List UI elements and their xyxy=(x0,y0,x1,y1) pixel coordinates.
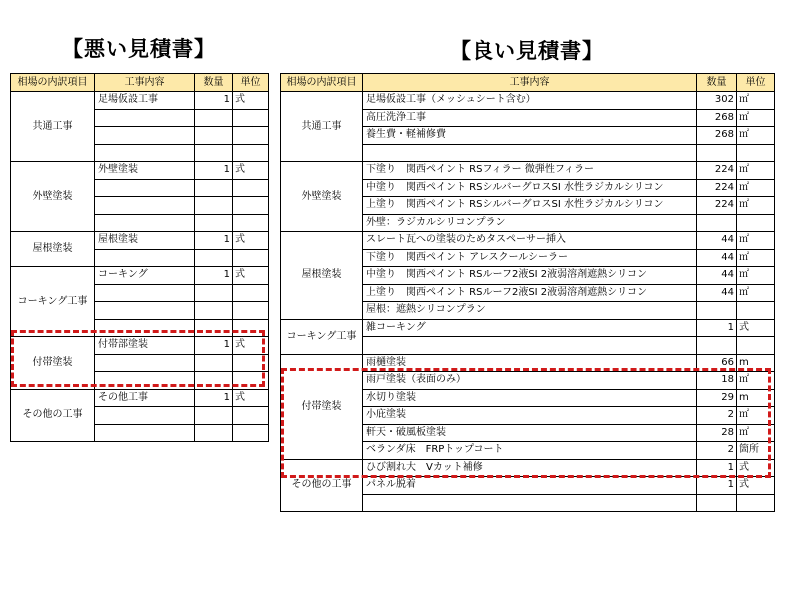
qty-cell: 302 xyxy=(697,92,737,110)
qty-cell: 224 xyxy=(697,162,737,180)
qty-cell: 1 xyxy=(697,319,737,337)
item-cell: 足場仮設工事 xyxy=(95,92,195,110)
unit-cell: 式 xyxy=(233,162,269,180)
item-cell: ひび割れ大 Vカット補修 xyxy=(363,459,697,477)
good-estimate-table xyxy=(280,73,775,512)
unit-cell: 式 xyxy=(737,459,775,477)
table-row xyxy=(281,92,775,110)
qty-cell: 268 xyxy=(697,109,737,127)
unit-cell: ㎡ xyxy=(737,424,775,442)
category-cell: 付帯塗装 xyxy=(11,337,95,390)
qty-cell: 1 xyxy=(697,477,737,495)
item-cell xyxy=(95,372,195,390)
item-cell: 足場仮設工事（メッシュシート含む） xyxy=(363,92,697,110)
qty-cell: 224 xyxy=(697,179,737,197)
category-cell: 付帯塗装 xyxy=(281,354,363,459)
table-row xyxy=(11,267,269,285)
unit-cell xyxy=(233,284,269,302)
unit-cell: 式 xyxy=(737,477,775,495)
category-cell: 共通工事 xyxy=(11,92,95,162)
qty-cell: 44 xyxy=(697,232,737,250)
unit-cell xyxy=(233,127,269,145)
unit-cell: ㎡ xyxy=(737,127,775,145)
qty-cell xyxy=(195,127,233,145)
unit-cell xyxy=(233,109,269,127)
unit-cell: ㎡ xyxy=(737,179,775,197)
unit-cell xyxy=(737,494,775,512)
qty-cell xyxy=(195,249,233,267)
column-header-qty: 数量 xyxy=(195,74,233,92)
qty-cell: 44 xyxy=(697,284,737,302)
column-header-category: 相場の内訳項目 xyxy=(281,74,363,92)
item-cell: 屋根：遮熱シリコンプラン xyxy=(363,302,697,320)
item-cell xyxy=(95,284,195,302)
column-header-item: 工事内容 xyxy=(363,74,697,92)
column-header-unit: 単位 xyxy=(737,74,775,92)
category-cell: 屋根塗装 xyxy=(11,232,95,267)
item-cell xyxy=(95,319,195,337)
bad-estimate-title: 【悪い見積書】 xyxy=(62,37,216,61)
table-row xyxy=(11,337,269,355)
unit-cell: m xyxy=(737,389,775,407)
unit-cell: 式 xyxy=(233,92,269,110)
unit-cell xyxy=(233,179,269,197)
item-cell xyxy=(363,144,697,162)
unit-cell xyxy=(233,372,269,390)
category-cell: 屋根塗装 xyxy=(281,232,363,320)
item-cell xyxy=(95,127,195,145)
unit-cell xyxy=(233,144,269,162)
qty-cell xyxy=(195,354,233,372)
unit-cell: ㎡ xyxy=(737,162,775,180)
unit-cell xyxy=(233,302,269,320)
item-cell xyxy=(95,144,195,162)
item-cell: その他工事 xyxy=(95,389,195,407)
qty-cell xyxy=(195,144,233,162)
qty-cell: 2 xyxy=(697,442,737,460)
qty-cell: 2 xyxy=(697,407,737,425)
category-cell: コーキング工事 xyxy=(281,319,363,354)
unit-cell: ㎡ xyxy=(737,372,775,390)
qty-cell: 1 xyxy=(697,459,737,477)
unit-cell xyxy=(233,407,269,425)
table-header-row xyxy=(281,74,775,92)
unit-cell: 式 xyxy=(233,389,269,407)
qty-cell: 1 xyxy=(195,389,233,407)
item-cell: ベランダ床 FRPトップコート xyxy=(363,442,697,460)
item-cell: 下塗り 関西ペイント アレスクールシーラー xyxy=(363,249,697,267)
category-cell: その他の工事 xyxy=(11,389,95,442)
qty-cell xyxy=(195,424,233,442)
qty-cell: 18 xyxy=(697,372,737,390)
bad-estimate-table xyxy=(10,73,269,442)
table-row xyxy=(11,162,269,180)
item-cell: 外壁塗装 xyxy=(95,162,195,180)
item-cell xyxy=(95,302,195,320)
item-cell: 上塗り 関西ペイント RSルーフ2液SI 2液弱溶剤遮熱シリコン xyxy=(363,284,697,302)
item-cell: スレート瓦への塗装のためタスペーサー挿入 xyxy=(363,232,697,250)
qty-cell xyxy=(195,109,233,127)
item-cell: 中塗り 関西ペイント RSルーフ2液SI 2液弱溶剤遮熱シリコン xyxy=(363,267,697,285)
item-cell xyxy=(95,214,195,232)
table-row xyxy=(281,354,775,372)
table-row xyxy=(11,232,269,250)
unit-cell: ㎡ xyxy=(737,109,775,127)
column-header-qty: 数量 xyxy=(697,74,737,92)
column-header-item: 工事内容 xyxy=(95,74,195,92)
unit-cell xyxy=(233,354,269,372)
qty-cell: 1 xyxy=(195,162,233,180)
table-row xyxy=(11,389,269,407)
unit-cell xyxy=(737,144,775,162)
qty-cell xyxy=(195,302,233,320)
item-cell xyxy=(95,109,195,127)
item-cell xyxy=(95,354,195,372)
item-cell: 中塗り 関西ペイント RSシルバーグロスSI 水性ラジカルシリコン xyxy=(363,179,697,197)
unit-cell: ㎡ xyxy=(737,407,775,425)
item-cell xyxy=(363,337,697,355)
qty-cell: 66 xyxy=(697,354,737,372)
item-cell: 付帯部塗装 xyxy=(95,337,195,355)
qty-cell xyxy=(697,337,737,355)
qty-cell: 224 xyxy=(697,197,737,215)
unit-cell xyxy=(233,424,269,442)
item-cell: 雑コーキング xyxy=(363,319,697,337)
qty-cell xyxy=(697,302,737,320)
unit-cell: 箇所 xyxy=(737,442,775,460)
item-cell: 雨戸塗装（表面のみ） xyxy=(363,372,697,390)
unit-cell xyxy=(233,319,269,337)
unit-cell: 式 xyxy=(737,319,775,337)
item-cell xyxy=(95,179,195,197)
qty-cell: 29 xyxy=(697,389,737,407)
unit-cell xyxy=(737,302,775,320)
item-cell xyxy=(95,407,195,425)
table-row xyxy=(11,92,269,110)
qty-cell xyxy=(195,407,233,425)
unit-cell xyxy=(233,197,269,215)
item-cell xyxy=(95,249,195,267)
category-cell: コーキング工事 xyxy=(11,267,95,337)
item-cell: パネル脱着 xyxy=(363,477,697,495)
unit-cell: ㎡ xyxy=(737,249,775,267)
category-cell: その他の工事 xyxy=(281,459,363,512)
unit-cell: 式 xyxy=(233,232,269,250)
item-cell: 高圧洗浄工事 xyxy=(363,109,697,127)
unit-cell: ㎡ xyxy=(737,267,775,285)
item-cell: 小庇塗装 xyxy=(363,407,697,425)
qty-cell: 28 xyxy=(697,424,737,442)
unit-cell xyxy=(737,214,775,232)
item-cell: 下塗り 関西ペイント RSフィラー 微弾性フィラー xyxy=(363,162,697,180)
qty-cell: 1 xyxy=(195,267,233,285)
qty-cell: 1 xyxy=(195,337,233,355)
table-header-row xyxy=(11,74,269,92)
table-row xyxy=(281,232,775,250)
unit-cell: 式 xyxy=(233,267,269,285)
unit-cell: 式 xyxy=(233,337,269,355)
qty-cell xyxy=(195,214,233,232)
item-cell: 軒天・破風板塗装 xyxy=(363,424,697,442)
unit-cell xyxy=(737,337,775,355)
table-row xyxy=(281,162,775,180)
item-cell: 雨樋塗装 xyxy=(363,354,697,372)
qty-cell xyxy=(195,319,233,337)
qty-cell xyxy=(697,494,737,512)
unit-cell: m xyxy=(737,354,775,372)
category-cell: 外壁塗装 xyxy=(11,162,95,232)
qty-cell xyxy=(195,179,233,197)
item-cell: 屋根塗装 xyxy=(95,232,195,250)
column-header-unit: 単位 xyxy=(233,74,269,92)
item-cell: コーキング xyxy=(95,267,195,285)
category-cell: 共通工事 xyxy=(281,92,363,162)
unit-cell: ㎡ xyxy=(737,284,775,302)
qty-cell: 268 xyxy=(697,127,737,145)
qty-cell: 1 xyxy=(195,92,233,110)
item-cell xyxy=(95,424,195,442)
item-cell xyxy=(363,494,697,512)
qty-cell xyxy=(697,144,737,162)
column-header-category: 相場の内訳項目 xyxy=(11,74,95,92)
item-cell: 上塗り 関西ペイント RSシルバーグロスSI 水性ラジカルシリコン xyxy=(363,197,697,215)
table-row xyxy=(281,319,775,337)
unit-cell: ㎡ xyxy=(737,232,775,250)
item-cell xyxy=(95,197,195,215)
qty-cell xyxy=(697,214,737,232)
item-cell: 外壁：ラジカルシリコンプラン xyxy=(363,214,697,232)
qty-cell: 44 xyxy=(697,267,737,285)
table-row xyxy=(281,459,775,477)
qty-cell xyxy=(195,372,233,390)
item-cell: 養生費・軽補修費 xyxy=(363,127,697,145)
unit-cell xyxy=(233,249,269,267)
unit-cell: ㎡ xyxy=(737,197,775,215)
qty-cell xyxy=(195,197,233,215)
item-cell: 水切り塗装 xyxy=(363,389,697,407)
qty-cell: 1 xyxy=(195,232,233,250)
unit-cell: ㎡ xyxy=(737,92,775,110)
qty-cell xyxy=(195,284,233,302)
good-estimate-title: 【良い見積書】 xyxy=(450,39,604,63)
category-cell: 外壁塗装 xyxy=(281,162,363,232)
qty-cell: 44 xyxy=(697,249,737,267)
unit-cell xyxy=(233,214,269,232)
